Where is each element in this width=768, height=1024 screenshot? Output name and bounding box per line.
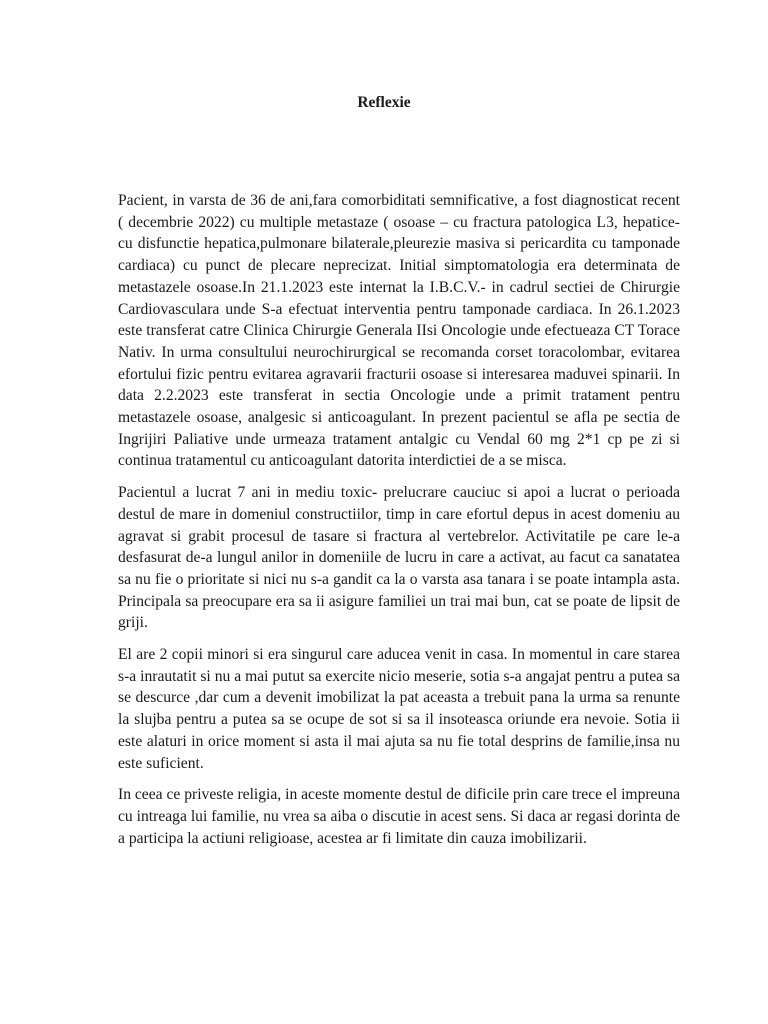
page-title: Reflexie bbox=[357, 94, 411, 111]
document-body bbox=[118, 190, 680, 859]
paragraph-family-situation: El are 2 copii minori si era singurul care aducea venit in casa. In momentul in care starea s-a inrautatit si nu a mai putut sa exercite nicio meserie, sotia s-a angajat pentru a putea sa se descurce ,dar cum a devenit imobilizat la pat aceasta a trebuit pana la urma sa renunte la slujba pentru a putea sa se ocupe de sot si sa il insoteasca oriunde era nevoie. Sotia ii este alaturi in orice moment si asta il mai ajuta sa nu fie total desprins de familie,insa nu este suficient. bbox=[118, 646, 680, 772]
paragraph-work-history: Pacientul a lucrat 7 ani in mediu toxic- prelucrare cauciuc si apoi a lucrat o perioada destul de mare in domeniul constructiilor, timp in care efortul depus in acest domeniu au agravat si grabit procesul de tasare si fractura al vertebrelor. Activitatile pe care le-a desfasurat de-a lungul anilor in domeniile de lucru in care a activat, au facut ca sanatatea sa nu fie o prioritate si nici nu s-a gandit ca la o varsta asa tanara i se poate intampla asta. Principala sa preocupare era sa ii asigure familiei un trai mai bun, cat se poate de lipsit de griji. bbox=[118, 484, 680, 632]
paragraph-medical-history: Pacient, in varsta de 36 de ani,fara comorbiditati semnificative, a fost diagnosticat recent ( decembrie 2022) cu multiple metastaze ( osoase – cu fractura patologica L3, hepatice- cu disfunctie hepatica,pulmonare bilaterale,pleurezie masiva si pericardita cu tamponade cardiaca) cu punct de plecare neprecizat. Initial simptomatologia era determinata de metastazele osoase.In 21.1.2023 este internat la I.B.C.V.- in cadrul sectiei de Chirurgie Cardiovasculara unde S-a efectuat interventia pentru tamponade cardiaca. In 26.1.2023 este transferat catre Clinica Chirurgie Generala IIsi Oncologie unde efectueaza CT Torace Nativ. In urma consultului neurochirurgical se recomanda corset toracolombar, evitarea efortului fizic pentru evitarea agravarii fracturii osoase si interesarea maduvei spinarii. In data 2.2.2023 este transferat in sectia Oncologie unde a primit tratament pentru metastazele osoase, analgesic si anticoagulant. In prezent pacientul se afla pe sectia de Ingrijiri Paliative unde urmeaza tratament antalgic cu Vendal 60 mg 2*1 cp pe zi si continua tratamentul cu anticoagulant datorita interdictiei de a se misca. bbox=[118, 192, 680, 470]
paragraph-religion: In ceea ce priveste religia, in aceste momente destul de dificile prin care trece el impreuna cu intreaga lui familie, nu vrea sa aiba o discutie in acest sens. Si daca ar regasi dorinta de a participa la actiuni religioase, acestea ar fi limitate din cauza imobilizarii. bbox=[118, 786, 680, 847]
